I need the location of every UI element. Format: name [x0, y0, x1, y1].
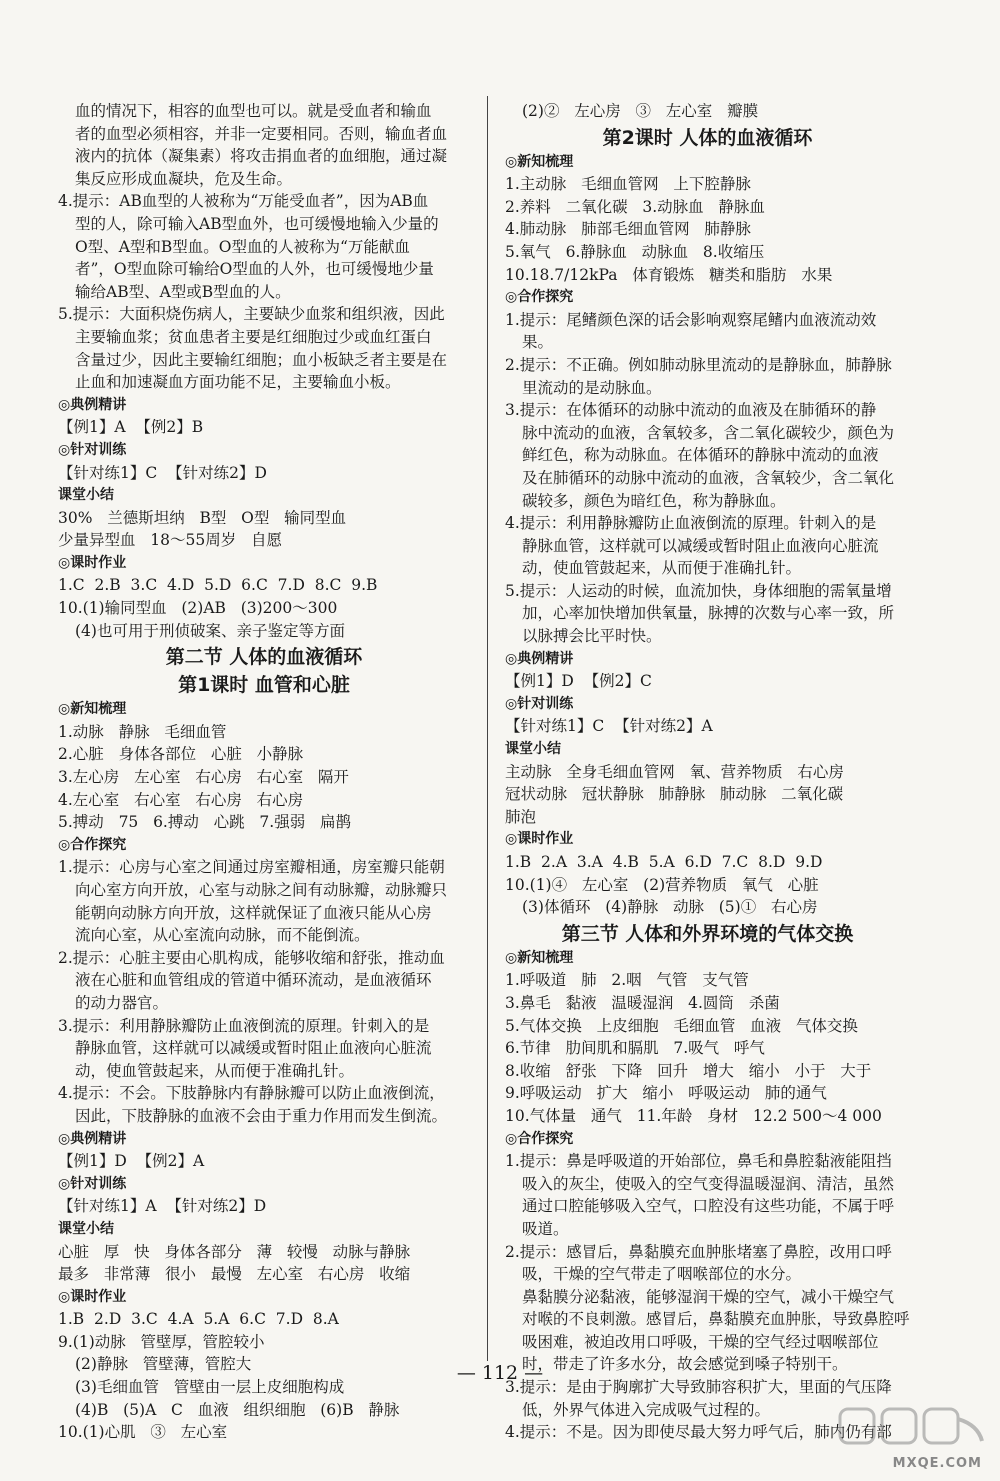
text-line: 流向心室，从心室流向动脉，而不能倒流。 — [75, 926, 370, 945]
text-line: 对喉的不良刺激。感冒后，鼻黏膜充血肿胀，导致鼻腔呼 — [522, 1310, 910, 1329]
text-line: (2)静脉 管壁薄，管腔大 — [75, 1355, 252, 1374]
text-line: 10.18.7/12kPa 体育锻炼 糖类和脂肪 水果 — [505, 265, 833, 284]
text-line: 3.提示：是由于胸廓扩大导致肺容积扩大，里面的气压降 — [505, 1378, 892, 1397]
text-line: 吸入的灰尘，使吸入的空气变得温暖湿润、清洁，虽然 — [522, 1174, 895, 1193]
section-title: 第2课时 人体的血液循环 — [602, 126, 813, 149]
text-line: 4.左心室 右心室 右心房 右心房 — [58, 790, 304, 809]
text-line: 9.呼吸运动 扩大 缩小 呼吸运动 肺的通气 — [505, 1084, 827, 1103]
right-column — [505, 100, 910, 1444]
text-line: 低，外界气体进入完成吸气过程的。 — [522, 1400, 771, 1419]
text-line: (3)毛细血管 管壁由一层上皮细胞构成 — [75, 1378, 345, 1397]
text-line: 【例1】A 【例2】B — [58, 418, 204, 437]
section-heading: ◎合作探究 — [58, 836, 127, 853]
text-line: 【针对练1】C 【针对练2】A — [505, 717, 713, 736]
text-line: 3.鼻毛 黏液 温暖湿润 4.圆筒 杀菌 — [505, 993, 780, 1012]
text-line: 【针对练1】C 【针对练2】D — [58, 463, 267, 482]
text-line: 脉中流动的血液，含氧较多，含二氧化碳较少，颜色为 — [522, 423, 895, 442]
section-heading: ◎针对训练 — [505, 695, 574, 712]
text-line: 3.左心房 左心室 右心房 右心室 隔开 — [58, 768, 349, 787]
section-heading: ◎典例精讲 — [505, 650, 574, 667]
section-heading: ◎课时作业 — [58, 554, 127, 571]
text-line: 吸困难，被迫改用口呼吸，干燥的空气经过咽喉部位 — [522, 1332, 879, 1351]
text-line: 动，使血管鼓起来，从而便于准确扎针。 — [75, 1061, 355, 1080]
text-line: 加，心率加快增加供氧量，脉搏的次数与心率一致，所 — [522, 604, 895, 623]
text-line: 1.C 2.B 3.C 4.D 5.D 6.C 7.D 8.C 9.B — [58, 576, 378, 595]
text-line: 4.提示：利用静脉瓣防止血液倒流的原理。针刺入的是 — [505, 514, 877, 533]
text-line: 4.提示：不会。下肢静脉内有静脉瓣可以防止血液倒流， — [58, 1084, 445, 1103]
text-line: 8.收缩 舒张 下降 回升 增大 缩小 小于 大于 — [505, 1061, 872, 1080]
text-line: 10.(1)输同型血 (2)AB (3)200～300 — [58, 599, 338, 618]
text-line: 4.肺动脉 肺部毛细血管网 肺静脉 — [505, 220, 751, 239]
text-line: 少量异型血 18～55周岁 自愿 — [58, 531, 283, 550]
text-line: (4)也可用于刑侦破案、亲子鉴定等方面 — [75, 621, 345, 640]
text-line: 5.气体交换 上皮细胞 毛细血管 血液 气体交换 — [505, 1016, 858, 1035]
section-heading: ◎合作探究 — [505, 1130, 574, 1147]
text-line: 里流动的是动脉血。 — [522, 378, 662, 397]
section-title: 第二节 人体的血液循环 — [165, 646, 363, 669]
text-line: 5.提示：大面积烧伤病人，主要缺少血浆和组织液，因此 — [58, 305, 445, 324]
text-line: 1.提示：鼻是呼吸道的开始部位，鼻毛和鼻腔黏液能阻挡 — [505, 1152, 892, 1171]
text-line: 10.气体量 通气 11.年龄 身材 12.2 500～4 000 — [505, 1106, 882, 1125]
section-heading: ◎合作探究 — [505, 289, 574, 306]
left-column — [58, 100, 470, 1444]
section-heading: ◎新知梳理 — [505, 153, 574, 170]
text-line: 集反应形成血凝块，危及生命。 — [75, 169, 293, 188]
text-line: 鼻黏膜分泌黏液，能够湿润干燥的空气，减小干燥空气 — [522, 1287, 895, 1306]
text-line: 30% 兰德斯坦纳 B型 O型 输同型血 — [58, 508, 347, 527]
text-line: 10.(1)④ 左心室 (2)营养物质 氧气 心脏 — [505, 875, 819, 894]
text-line: 因此，下肢静脉的血液不会由于重力作用而发生倒流。 — [75, 1106, 448, 1125]
section-heading: ◎针对训练 — [58, 1175, 127, 1192]
section-title: 第三节 人体和外界环境的气体交换 — [561, 922, 854, 945]
text-line: 果。 — [522, 333, 554, 352]
text-line: 最多 非常薄 很小 最慢 左心室 右心房 收缩 — [58, 1265, 411, 1284]
text-line: 通过口腔能够吸入空气，口腔没有这些功能，不属于呼 — [522, 1197, 895, 1216]
section-heading: ◎针对训练 — [58, 441, 127, 458]
text-line: 10.(1)心肌 ③ 左心室 — [58, 1423, 228, 1442]
text-line: 向心室方向开放，心室与动脉之间有动脉瓣，动脉瓣只 — [75, 881, 448, 899]
text-line: 【例1】D 【例2】A — [58, 1152, 205, 1171]
watermark-text: MXQE.COM — [892, 1456, 982, 1471]
text-line: 者的血型必须相容，并非一定要相同。否则，输血者血 — [75, 124, 448, 143]
text-line: (4)B (5)A C 血液 组织细胞 (6)B 静脉 — [75, 1400, 400, 1419]
text-line: 主动脉 全身毛细血管网 氧、营养物质 右心房 — [505, 762, 844, 781]
text-line: 者”，O型血除可输给O型血的人外，也可缓慢地少量 — [75, 260, 434, 279]
text-line: 碳较多，颜色为暗红色，称为静脉血。 — [522, 491, 786, 510]
text-line: 【例1】D 【例2】C — [505, 672, 652, 691]
text-line: 型的人，除可输入AB型血外，也可缓慢地输入少量的 — [75, 214, 439, 233]
text-line: O型、A型和B型血。O型血的人被称为“万能献血 — [75, 237, 410, 256]
text-line: 止血和加速凝血方面功能不足，主要输血小板。 — [75, 373, 401, 392]
text-line: 5.氧气 6.静脉血 动脉血 8.收缩压 — [505, 242, 765, 261]
text-line: 心脏 厚 快 身体各部分 薄 较慢 动脉与静脉 — [58, 1242, 411, 1261]
text-line: 及在肺循环的动脉中流动的血液，含氧较少，含二氧化 — [522, 468, 895, 487]
text-line: 2.养料 二氧化碳 3.动脉血 静脉血 — [505, 197, 765, 216]
summary-heading: 课堂小结 — [58, 487, 114, 504]
page-number: — 112 — — [456, 1362, 544, 1384]
text-line: 血的情况下，相容的血型也可以。就是受血者和输血 — [75, 102, 432, 120]
section-heading: ◎课时作业 — [505, 831, 574, 848]
column-divider — [487, 96, 488, 1361]
text-line: 1.动脉 静脉 毛细血管 — [58, 722, 227, 741]
text-line: 2.提示：心脏主要由心肌构成，能够收缩和舒张，推动血 — [58, 948, 445, 967]
text-line: 9.(1)动脉 管壁厚，管腔较小 — [58, 1332, 265, 1351]
summary-heading: 课堂小结 — [505, 741, 561, 758]
text-line: 液在心脏和血管组成的管道中循环流动，是血液循环 — [75, 971, 432, 990]
text-line: 冠状动脉 冠状静脉 肺静脉 肺动脉 二氧化碳 — [505, 785, 844, 804]
summary-heading: 课堂小结 — [58, 1220, 114, 1237]
section-heading: ◎课时作业 — [58, 1288, 127, 1305]
text-line: 2.心脏 身体各部位 心脏 小静脉 — [58, 745, 304, 764]
text-line: 静脉血管，这样就可以减缓或暂时阻止血液向心脏流 — [522, 536, 879, 555]
section-heading: ◎新知梳理 — [505, 949, 574, 966]
text-line: 6.节律 肋间肌和膈肌 7.吸气 呼气 — [505, 1039, 765, 1058]
text-line: 鲜红色，称为动脉血。在体循环的静脉中流动的血液 — [522, 446, 879, 465]
text-line: 吸，干燥的空气带走了咽喉部位的水分。 — [522, 1265, 802, 1284]
section-title: 第1课时 血管和心脏 — [178, 674, 350, 697]
text-line: 3.提示：在体循环的动脉中流动的血液及在肺循环的静 — [505, 401, 877, 420]
text-line: 3.提示：利用静脉瓣防止血液倒流的原理。针刺入的是 — [58, 1016, 430, 1035]
text-line: 的动力器官。 — [75, 993, 169, 1012]
text-line: 5.提示：人运动的时候，血流加快，身体细胞的需氧量增 — [505, 581, 892, 600]
section-heading: ◎典例精讲 — [58, 1130, 127, 1147]
text-line: 输给AB型、A型或B型血的人。 — [75, 282, 291, 301]
text-line: 1.B 2.D 3.C 4.A 5.A 6.C 7.D 8.A — [58, 1310, 339, 1329]
text-line: (2)② 左心房 ③ 左心室 瓣膜 — [522, 102, 759, 120]
text-line: 2.提示：不正确。例如肺动脉里流动的是静脉血，肺静脉 — [505, 355, 892, 374]
text-line: 时，带走了许多水分，故会感觉到嗓子特别干。 — [522, 1355, 848, 1374]
text-line: 主要输血浆；贫血患者主要是红细胞过少或血红蛋白 — [75, 327, 432, 346]
text-line: 动，使血管鼓起来，从而便于准确扎针。 — [522, 559, 802, 578]
text-line: (3)体循环 (4)静脉 动脉 (5)① 右心房 — [522, 898, 818, 917]
section-heading: ◎典例精讲 — [58, 396, 127, 413]
text-line: 1.提示：尾鳍颜色深的话会影响观察尾鳍内血液流动效 — [505, 310, 877, 329]
text-line: 液内的抗体（凝集素）将攻击捐血者的血细胞，通过凝 — [75, 147, 448, 166]
text-line: 4.提示：AB血型的人被称为“万能受血者”，因为AB血 — [58, 192, 429, 211]
text-line: 以脉搏会比平时快。 — [522, 627, 662, 646]
text-line: 1.主动脉 毛细血管网 上下腔静脉 — [505, 175, 751, 194]
text-line: 含量过少，因此主要输红细胞；血小板缺乏者主要是在 — [75, 350, 448, 369]
text-line: 能朝向动脉方向开放，这样就保证了血液只能从心房 — [75, 903, 432, 922]
text-line: 静脉血管，这样就可以减缓或暂时阻止血液向心脏流 — [75, 1039, 432, 1058]
text-line: 1.呼吸道 肺 2.咽 气管 支气管 — [505, 971, 749, 990]
text-line: 2.提示：感冒后，鼻黏膜充血肿胀堵塞了鼻腔，改用口呼 — [505, 1242, 892, 1261]
text-line: 【针对练1】A 【针对练2】D — [58, 1197, 267, 1216]
text-line: 吸道。 — [522, 1219, 569, 1238]
text-line: 4.提示：不是。因为即使尽最大努力呼气后，肺内仍有部 — [505, 1423, 892, 1442]
text-line: 1.B 2.A 3.A 4.B 5.A 6.D 7.C 8.D 9.D — [505, 853, 823, 871]
text-line: 1.提示：心房与心室之间通过房室瓣相通，房室瓣只能朝 — [58, 858, 445, 877]
section-heading: ◎新知梳理 — [58, 701, 127, 718]
text-line: 肺泡 — [505, 807, 537, 826]
text-line: 5.搏动 75 6.搏动 心跳 7.强弱 扁鹊 — [58, 813, 351, 832]
